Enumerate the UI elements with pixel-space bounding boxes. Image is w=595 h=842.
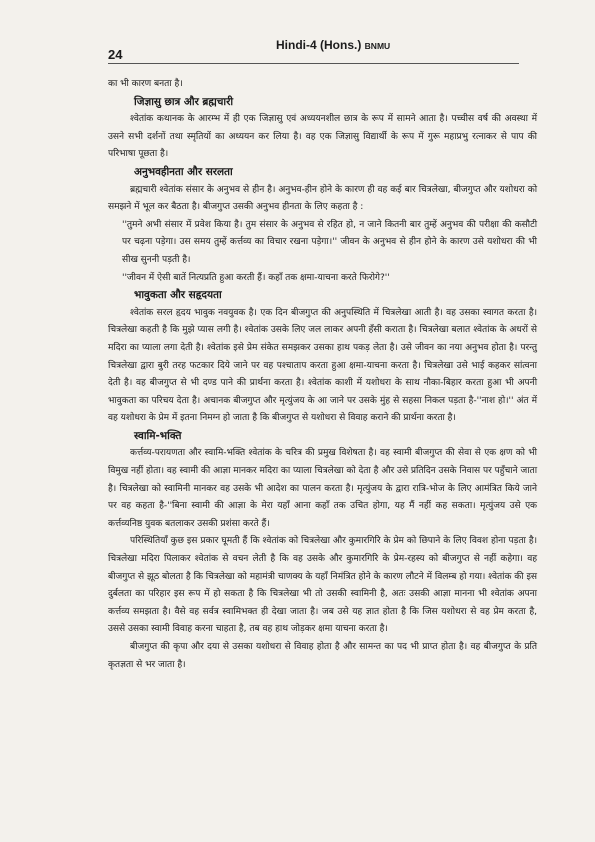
page-body — [108, 76, 537, 674]
section-heading: जिज्ञासु छात्र और ब्रह्मचारी — [134, 95, 234, 108]
section-heading: अनुभवहीनता और सरलता — [134, 165, 233, 178]
section-heading: स्वामि-भक्ति — [134, 429, 182, 442]
page-number: 24 — [108, 47, 123, 62]
block-quote: ''जीवन में ऐसी बातें नित्यप्रति हुआ करती हैं। कहाँ तक क्षमा-याचना करते फिरोगे?'' — [122, 272, 390, 283]
paragraph: कर्त्तव्य-परायणता और स्वामि-भक्ति श्वेतांक के चरित्र की प्रमुख विशेषता है। वह स्वामी बीजगुप्त की सेवा से एक क्षण को भी विमुख नहीं होता। वह स्वामी की आज्ञा मानकर मदिरा का प्याला चित्रलेखा को देता है और उसे प्रतिदिन उसके निवास पर पहुँचाने जाता है। चित्रलेखा को स्वामिनी मानकर वह उसके भी आदेश का पालन करता है। मृत्युंजय के द्वारा रात्रि-भोज के लिए आमंत्रित किये जाने पर वह कहता है-''बिना स्वामी की आज्ञा के मेरा यहाँ आना कहाँ तक उचित होगा, यह मैं नहीं कह सकता। मृत्युंजय उसे एक कर्त्तव्यनिष्ठ युवक बतलाकर उसकी प्रशंसा करते हैं। — [108, 448, 537, 529]
paragraph: श्वेतांक कथानक के आरम्भ में ही एक जिज्ञासु एवं अध्ययनशील छात्र के रूप में सामने आता है। पच्चीस वर्ष की अवस्था में उसने सभी दर्शनों तथा स्मृतियों का अध्ययन कर लिया है। वह एक जिज्ञासु विद्यार्थी के रूप में गुरू महाप्रभु रत्नाकर से पाप की परिभाषा पूछता है। — [108, 114, 537, 160]
running-header-suffix: BNMU — [364, 41, 391, 51]
paragraph: परिस्थितियाँ कुछ इस प्रकार घूमती हैं कि श्वेतांक को चित्रलेखा और कुमारगिरि के प्रेम को छिपाने के लिए विवश होना पड़ता है। चित्रलेखा मदिरा पिलाकर श्वेतांक से वचन लेती है कि वह उसके और कुमारगिरि के प्रेम-रहस्य को बीजगुप्त से नहीं कहेगा। वह बीजगुप्त से झूठ बोलता है कि चित्रलेखा को महामंत्री चाणक्य के यहाँ निमंत्रित होने के कारण लौटने में विलम्ब हो गया। श्वेतांक की इस दुर्बलता का परिहार इस रूप में हो सकता है कि चित्रलेखा भी तो उसकी स्वामिनी है, अतः उसकी आज्ञा मानना भी श्वेतांक अपना कर्त्तव्य समझता है। वैसे वह सर्वत्र स्वामिभक्त ही देखा जाता है। जब उसे यह ज्ञात होता है कि जिस यशोधरा से वह प्रेम करता है, उससे उसका स्वामी विवाह करना चाहता है, तब वह हाथ जोड़कर क्षमा याचना करता है। — [108, 536, 537, 635]
intro-line: का भी कारण बनता है। — [108, 79, 183, 89]
paragraph: बीजगुप्त की कृपा और दया से उसका यशोधरा से विवाह होता है और सामन्त का पद भी प्राप्त होता है। वह बीजगुप्त के प्रति कृतज्ञता से भर जाता है। — [108, 642, 537, 670]
block-quote: ''तुमने अभी संसार में प्रवेश किया है। तुम संसार के अनुभव से रहित हो, न जाने कितनी बार तुम्हें अनुभव की परीक्षा की कसौटी पर चढ़ना पड़ेगा। उस समय तुम्हें कर्त्तव्य का विचार रखना पड़ेगा।'' जीवन के अनुभव से हीन होने के कारण उसे यशोधरा की भी सीख सुननी पड़ती है। — [122, 219, 537, 265]
section-heading: भावुकता और सहृदयता — [134, 289, 222, 302]
paragraph: श्वेतांक सरल हृदय भावुक नवयुवक है। एक दिन बीजगुप्त की अनुपस्थिति में चित्रलेखा आती है। वह उसका स्वागत करता है। चित्रलेखा कहती है कि मुझे प्यास लगी है। श्वेतांक उसके लिए जल लाकर अपनी हँसी कराता है। चित्रलेखा बलात श्वेतांक के अधरों से मदिरा का प्याला लगा देती है। श्वेतांक इसे प्रेम संकेत समझकर उसका हाथ पकड़ लेता है। उसे जीवन का नया अनुभव होता है। परन्तु चित्रलेखा द्वारा बुरी तरह फटकार दिये जाने पर वह पश्चाताप करता हुआ क्षमा-याचना करता है। चित्रलेखा उसे भाई कहकर सांत्वना देती है। वह बीजगुप्त से भी दण्ड पाने की प्रार्थना करता है। श्वेतांक काशी में यशोधरा के साथ नौका-बिहार करता हुआ भी अपनी भावुकता का परिचय देता है। अचानक बीजगुप्त और मृत्युंजय के आ जाने पर उसके मुंह से सहसा निकल पड़ता है-''नाश हो।'' अंत में वह यशोधरा के प्रेम में इतना निमग्न हो जाता है कि बीजगुप्त से यशोधरा से विवाह कराने की प्रार्थना करता है। — [108, 307, 537, 424]
running-header-title: Hindi-4 (Hons.) — [276, 38, 362, 52]
header-rule — [108, 63, 519, 64]
paragraph: ब्रह्मचारी श्वेतांक संसार के अनुभव से हीन है। अनुभव-हीन होने के कारण ही वह कई बार चित्रलेखा, बीजगुप्त और यशोधरा को समझने में भूल कर बैठता है। बीजगुप्त उसकी अनुभव हीनता के लिए कहता है : — [108, 184, 537, 213]
running-header — [276, 38, 390, 52]
